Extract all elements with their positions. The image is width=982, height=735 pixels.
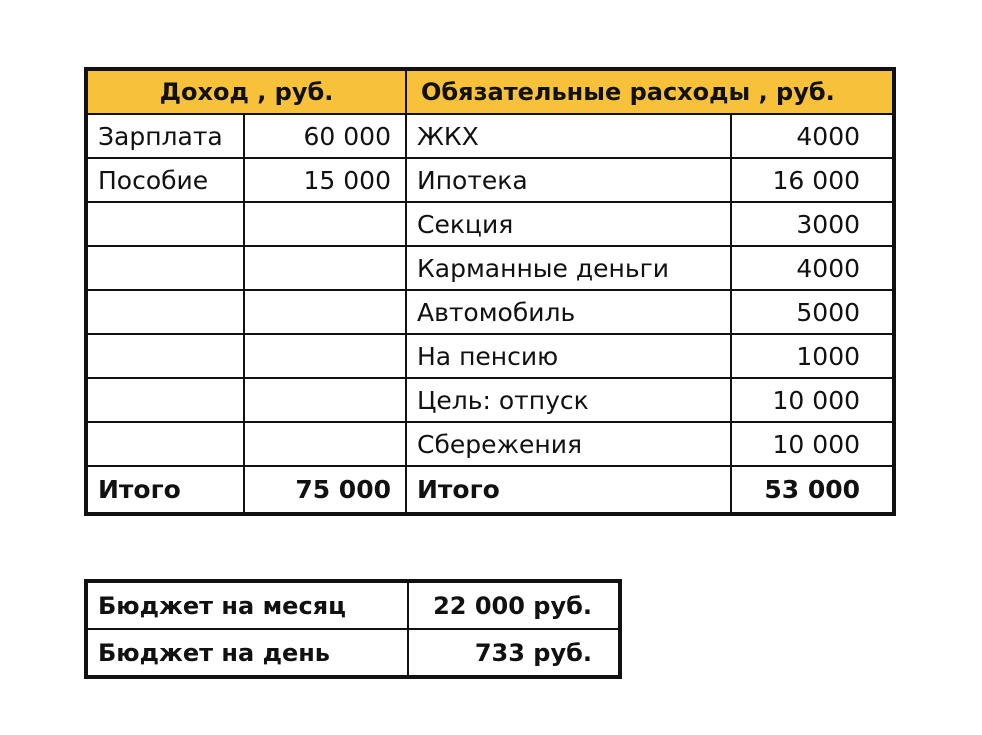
- expense-value-cell: 5000: [731, 290, 894, 334]
- summary-row-month: [86, 581, 620, 629]
- table-row: [86, 290, 894, 334]
- table-row: [86, 422, 894, 466]
- budget-table: [84, 67, 896, 516]
- income-value-cell: [244, 202, 406, 246]
- expense-value-cell: 10 000: [731, 378, 894, 422]
- income-label-cell: Пособие: [86, 158, 244, 202]
- expense-total-value: 53 000: [731, 466, 894, 514]
- expense-label-cell: Автомобиль: [406, 290, 731, 334]
- table-total-row: [86, 466, 894, 514]
- expense-total-label: Итого: [406, 466, 731, 514]
- summary-row-day: [86, 629, 620, 677]
- income-value-cell: [244, 334, 406, 378]
- expense-value-cell: 1000: [731, 334, 894, 378]
- income-label-cell: [86, 334, 244, 378]
- expense-label-cell: ЖКХ: [406, 114, 731, 158]
- expense-value-cell: 3000: [731, 202, 894, 246]
- income-total-label: Итого: [86, 466, 244, 514]
- income-value-cell: [244, 246, 406, 290]
- expense-label-cell: Сбережения: [406, 422, 731, 466]
- daily-budget-value: 733 руб.: [408, 629, 620, 677]
- expense-label-cell: Цель: отпуск: [406, 378, 731, 422]
- income-label-cell: Зарплата: [86, 114, 244, 158]
- expense-value-cell: 10 000: [731, 422, 894, 466]
- income-header: Доход , руб.: [86, 69, 406, 114]
- daily-budget-label: Бюджет на день: [86, 629, 408, 677]
- income-label-cell: [86, 378, 244, 422]
- income-label-cell: [86, 290, 244, 334]
- table-row: [86, 158, 894, 202]
- income-value-cell: [244, 422, 406, 466]
- expense-value-cell: 16 000: [731, 158, 894, 202]
- income-value-cell: 60 000: [244, 114, 406, 158]
- expense-label-cell: Секция: [406, 202, 731, 246]
- monthly-budget-label: Бюджет на месяц: [86, 581, 408, 629]
- income-value-cell: [244, 378, 406, 422]
- income-label-cell: [86, 422, 244, 466]
- expenses-header: Обязательные расходы , руб.: [406, 69, 894, 114]
- income-value-cell: 15 000: [244, 158, 406, 202]
- income-value-cell: [244, 290, 406, 334]
- expense-label-cell: Карманные деньги: [406, 246, 731, 290]
- table-row: [86, 114, 894, 158]
- income-total-value: 75 000: [244, 466, 406, 514]
- table-row: [86, 334, 894, 378]
- income-label-cell: [86, 246, 244, 290]
- expense-label-cell: Ипотека: [406, 158, 731, 202]
- budget-summary-table: [84, 579, 622, 679]
- expense-value-cell: 4000: [731, 114, 894, 158]
- table-row: [86, 202, 894, 246]
- expense-label-cell: На пенсию: [406, 334, 731, 378]
- monthly-budget-value: 22 000 руб.: [408, 581, 620, 629]
- income-label-cell: [86, 202, 244, 246]
- table-row: [86, 246, 894, 290]
- expense-value-cell: 4000: [731, 246, 894, 290]
- table-row: [86, 378, 894, 422]
- table-header-row: [86, 69, 894, 114]
